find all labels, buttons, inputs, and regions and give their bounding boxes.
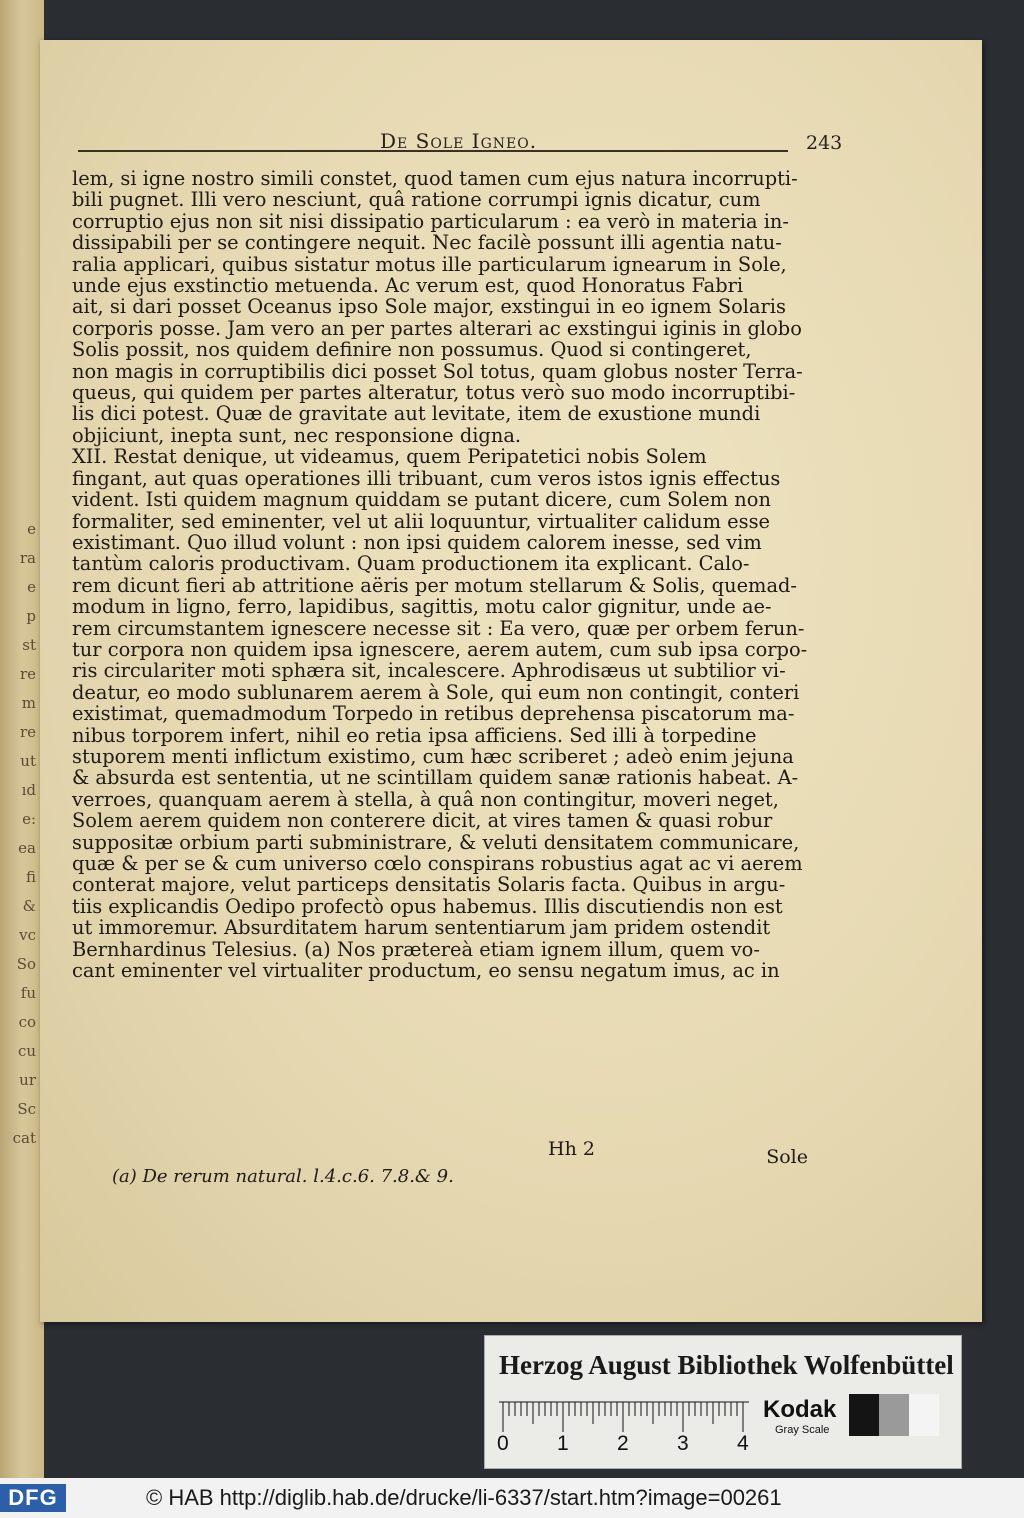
text-line: dissipabili per se contingere nequit. Nec facilè possunt illi agentia natu- — [72, 231, 782, 255]
signature-mark: Hh 2 — [548, 1138, 595, 1160]
ruler-label: 4 — [737, 1432, 749, 1455]
body-text — [72, 167, 808, 983]
facing-page-fragment: cu — [17, 1042, 36, 1060]
text-line: & absurda est sententia, ut ne scintillam quidem sanæ rationis habeat. A- — [72, 766, 799, 790]
text-line: modum in ligno, ferro, lapidibus, sagittis, motu calor gignitur, unde ae- — [72, 595, 772, 619]
text-line: Bernhardinus Telesius. (a) Nos prætereà etiam ignem illum, quem vo- — [72, 937, 760, 961]
text-line: rem dicunt fieri ab attritione aëris per motum stellarum & Solis, quemad- — [72, 573, 797, 597]
text-line: non magis in corruptibilis dici posset Sol totus, quam globus noster Terra- — [72, 359, 803, 383]
facing-page-fragment: fu — [20, 984, 36, 1002]
grayscale-label: Gray Scale — [775, 1424, 830, 1436]
text-line: deatur, eo modo sublunarem aerem à Sole, qui eum non contingit, conteri — [72, 680, 800, 704]
text-line: existimat, quemadmodum Torpedo in retibus deprehensa piscatorum ma- — [72, 702, 795, 726]
text-line: vident. Isti quidem magnum quiddam se putant dicere, cum Solem non — [72, 488, 771, 512]
text-line: ait, si dari posset Oceanus ipso Sole major, exstingui in eo ignem Solaris — [72, 295, 786, 319]
text-line: lis dici potest. Quæ de gravitate aut levitate, item de exustione mundi — [72, 402, 761, 426]
gray-patch — [879, 1394, 909, 1436]
dfg-logo[interactable]: DFG — [0, 1484, 66, 1512]
library-name: Herzog August Bibliothek Wolfenbüttel — [499, 1350, 954, 1380]
source-link[interactable]: © HAB http://diglib.hab.de/drucke/li-6337/start.htm?image=00261 — [146, 1485, 782, 1510]
text-line: formaliter, sed eminenter, vel ut alii loquuntur, virtualiter calidum esse — [72, 509, 771, 533]
facing-page-fragment: fi — [25, 868, 36, 886]
text-line: XII. Restat denique, ut videamus, quem Peripatetici nobis Solem — [72, 445, 707, 469]
facing-page-fragment: cat — [12, 1129, 36, 1147]
facing-page-fragment: e — [27, 520, 36, 538]
text-line: bili pugnet. Illi vero nesciunt, quâ ratione corrumpi ignis dicatur, cum — [72, 188, 761, 212]
facing-page-fragment: st — [22, 636, 36, 654]
gray-patch — [909, 1394, 939, 1436]
ruler-label: 3 — [677, 1432, 689, 1455]
facing-page-edge — [0, 0, 44, 1478]
facing-page-fragment: e: — [22, 810, 36, 828]
facing-page-fragment: ıd — [21, 781, 36, 799]
gray-patch — [849, 1394, 879, 1436]
catchword-line — [72, 1138, 808, 1168]
text-line: rem circumstantem ignescere necesse sit : Ea vero, quæ per orbem ferun- — [72, 616, 805, 640]
facing-page-fragment: co — [18, 1013, 36, 1031]
text-line: quæ & per se & cum universo cœlo conspirans robustius agat ac vi aerem — [72, 852, 803, 875]
footer-bar — [0, 1478, 1024, 1518]
text-line: fingant, aut quas operationes illi tribuant, cum veros istos ignis effectus — [72, 466, 781, 490]
text-line: ralia applicari, quibus sistatur motus ille particularum ignearum in Sole, — [72, 252, 787, 276]
text-line: tantùm caloris productivam. Quam productionem ita explicant. Calo- — [72, 552, 750, 576]
footnote: (a) De rerum natural. l.4.c.6. 7.8.& 9. — [112, 1166, 454, 1187]
ruler-label: 0 — [497, 1432, 509, 1455]
facing-page-fragment: ra — [19, 549, 36, 567]
facing-page-fragment: re — [19, 723, 36, 741]
header-rule — [78, 150, 788, 152]
facing-page-fragment: e — [27, 578, 36, 596]
gray-patches — [849, 1394, 939, 1436]
facing-page-fragment: p — [26, 607, 36, 625]
text-line: stuporem menti inflictum existimo, cum hæc scriberet ; adeò enim jejuna — [72, 744, 794, 768]
text-line: tiis explicandis Oedipo profectò opus habemus. Illis discutiendis non est — [72, 894, 783, 918]
text-line: corruptio ejus non sit nisi dissipatio particularum : ea verò in materia in- — [72, 209, 789, 233]
text-line: Solem aerem quidem non conterere dicit, at vires tamen & quasi robur — [72, 809, 773, 833]
facing-page-fragment: Sc — [17, 1100, 36, 1118]
text-line: verroes, quanquam aerem à stella, à quâ non contingitur, moveri neget, — [72, 787, 779, 811]
page-number: 243 — [806, 132, 843, 154]
text-line: nibus torporem infert, nihil eo retia ipsa afficiens. Sed illi à torpedine — [72, 723, 757, 747]
color-calibration-card — [484, 1335, 962, 1469]
text-line: ut immoremur. Absurditatem harum sententiarum jam pridem ostendit — [72, 916, 771, 940]
facing-page-fragment: re — [19, 665, 36, 683]
text-line: Solis possit, nos quidem definire non possumus. Quod si contingeret, — [72, 338, 752, 362]
running-head: De Sole Igneo. — [380, 129, 538, 153]
text-line: suppositæ orbium parti subministrare, & veluti densitatem communicare, — [72, 830, 800, 854]
facing-page-fragment: ut — [20, 752, 36, 770]
text-line: unde ejus exstinctio metuenda. Ac verum est, quod Honoratus Fabri — [72, 274, 744, 298]
text-line: corporis posse. Jam vero an per partes alterari ac exstingui iginis in globo — [72, 316, 802, 340]
facing-page-fragment: ea — [18, 839, 36, 857]
facing-page-fragment: & — [22, 897, 36, 915]
text-line: tur corpora non quidem ipsa ignescere, aerem autem, cum sub ipsa corpo- — [72, 637, 808, 661]
ruler-label: 2 — [617, 1432, 629, 1455]
text-line: existimant. Quo illud volunt : non ipsi quidem calorem inesse, sed vim — [72, 530, 762, 554]
text-line: objiciunt, inepta sunt, nec responsione digna. — [72, 423, 522, 447]
ruler-label: 1 — [557, 1432, 569, 1455]
facing-page-fragment: ur — [19, 1071, 36, 1089]
facing-page-fragment: vc — [19, 926, 36, 944]
kodak-logo: Kodak — [763, 1396, 837, 1423]
facing-page-fragment: So — [16, 955, 36, 973]
text-line: cant eminenter vel virtualiter productum, eo sensu negatum imus, ac in — [72, 959, 780, 983]
text-line: conterat majore, velut particeps densitatis Solaris facta. Quibus in argu- — [72, 873, 786, 897]
text-line: ris circulariter moti sphæra sit, incalescere. Aphrodisæus ut subtilior vi- — [72, 659, 786, 683]
text-line: queus, qui quidem per partes alteratur, totus verò suo modo incorruptibi- — [72, 381, 796, 405]
text-line: lem, si igne nostro simili constet, quod tamen cum ejus natura incorrupti- — [72, 167, 798, 190]
catchword: Sole — [766, 1146, 808, 1168]
facing-page-fragment: m — [21, 694, 36, 712]
